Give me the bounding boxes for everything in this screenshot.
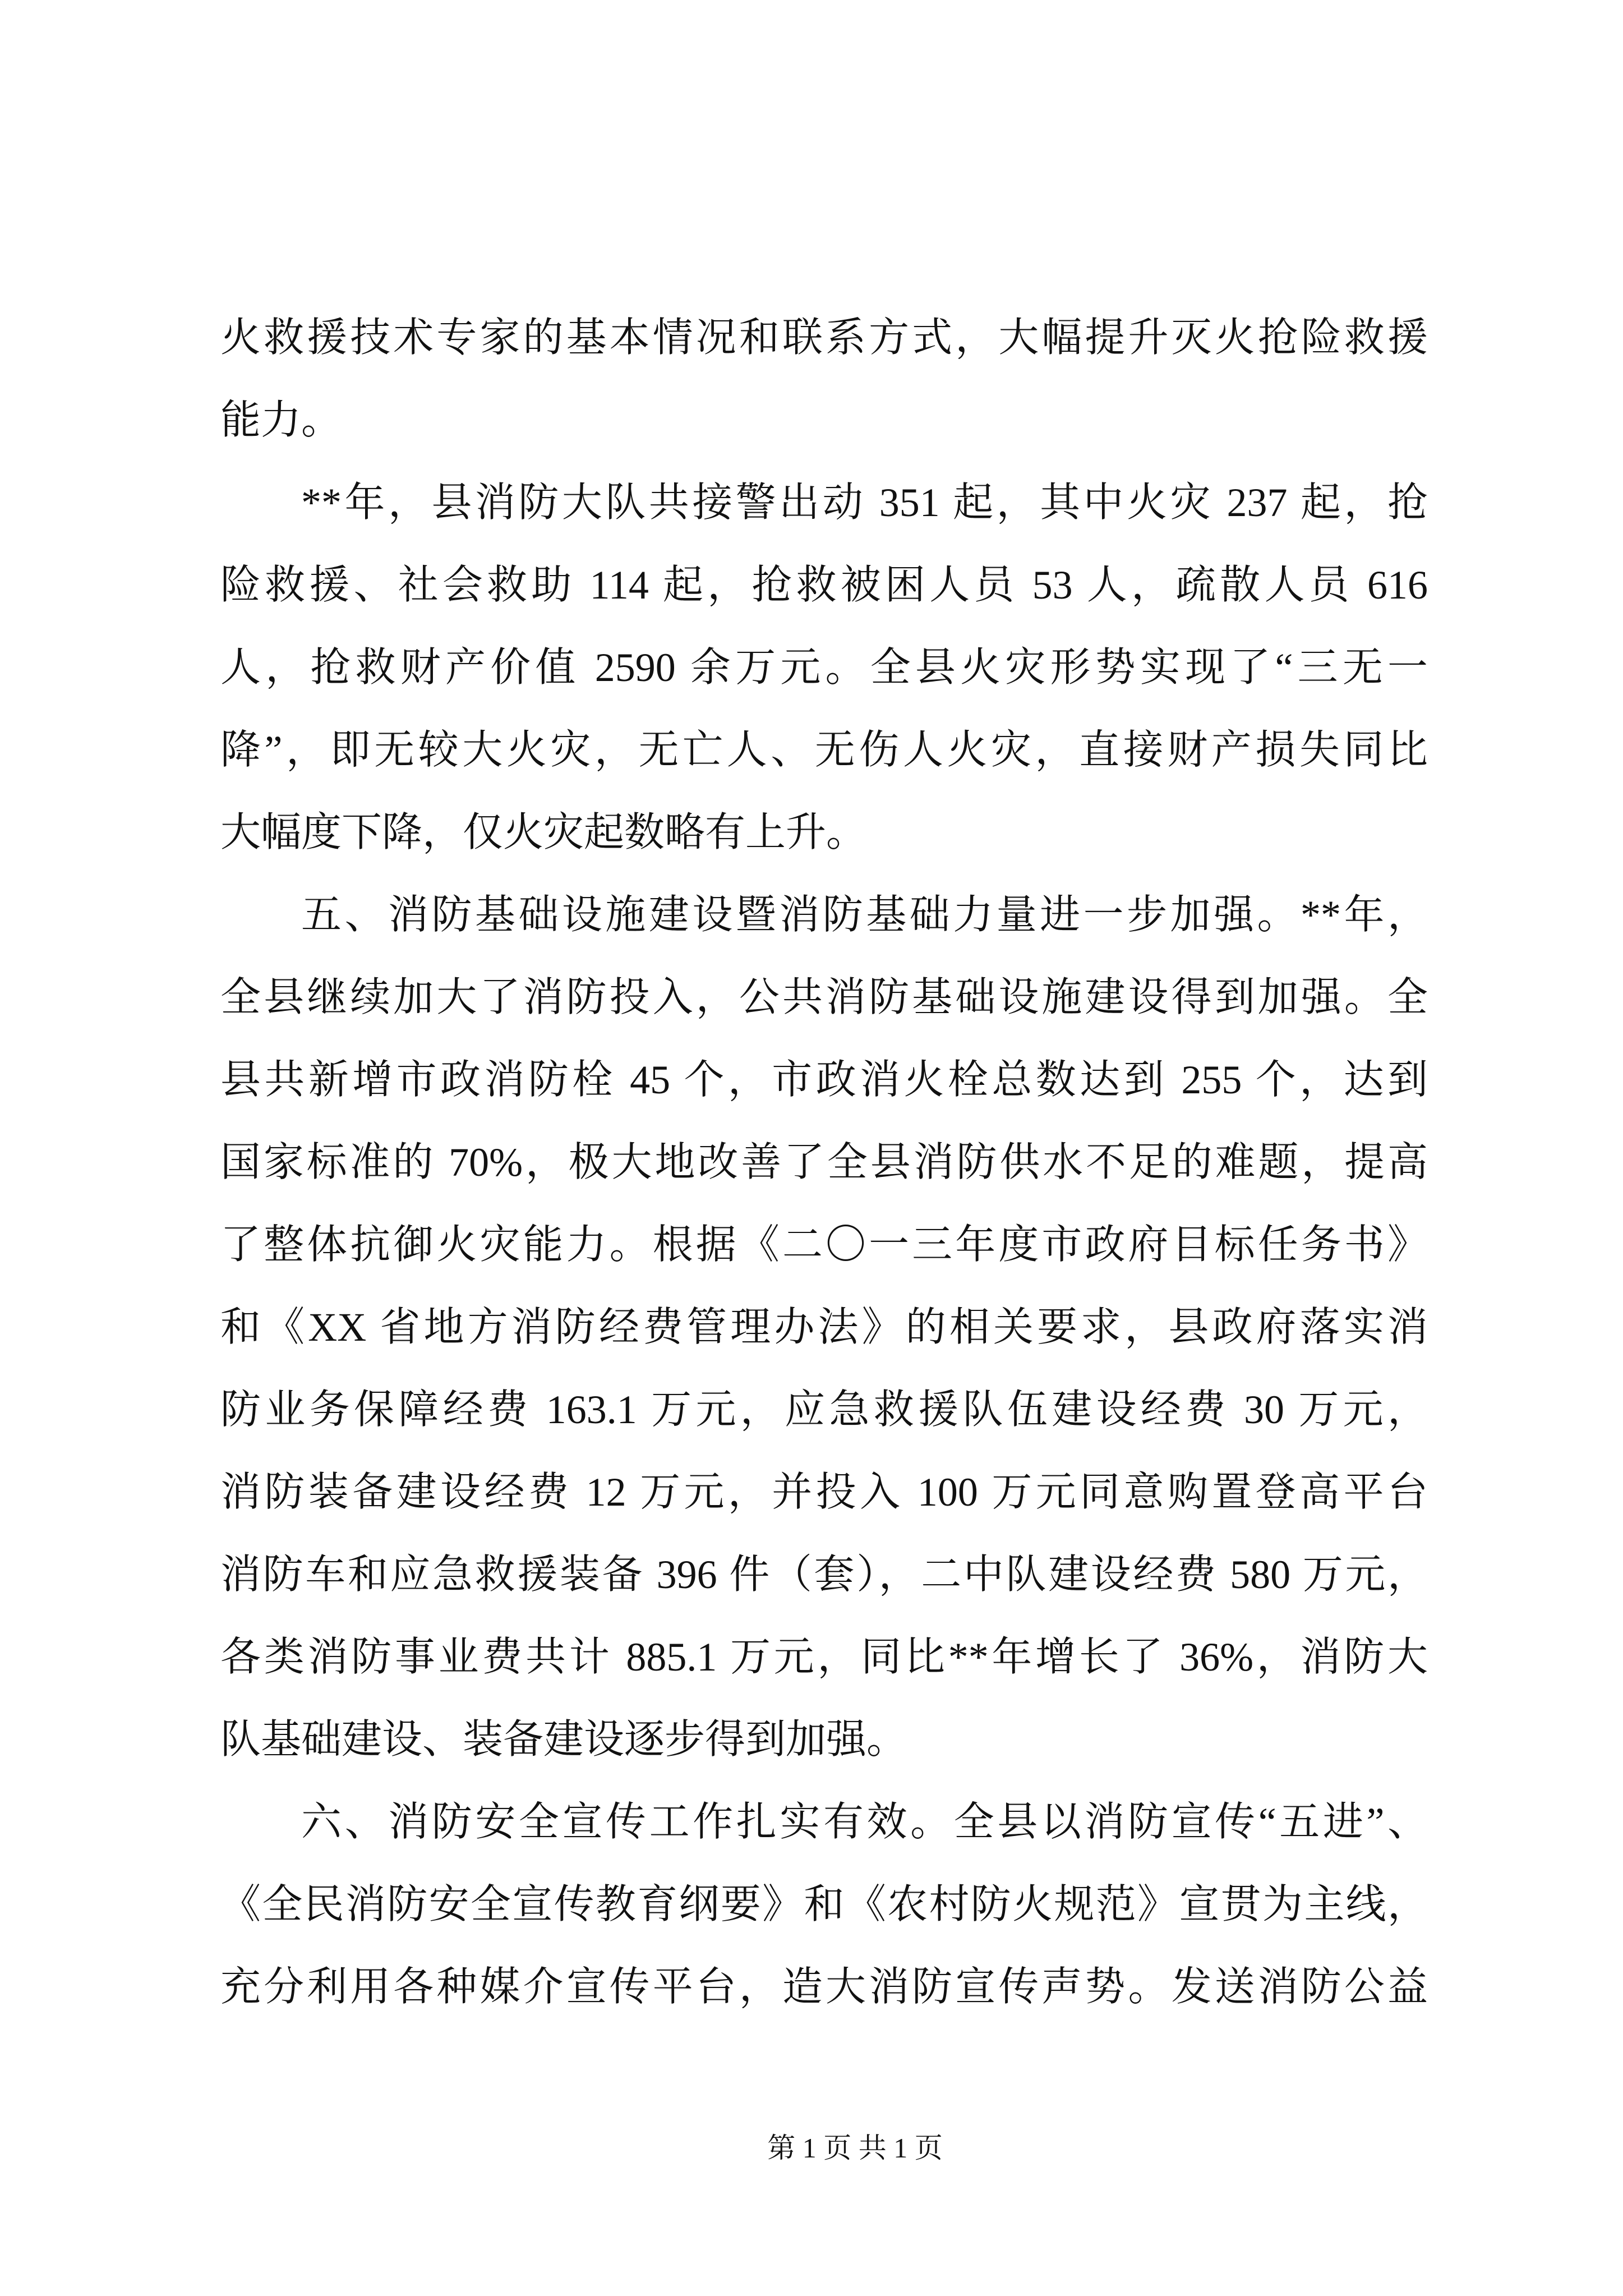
text-line: 各类消防事业费共计 885.1 万元，同比**年增长了 36%，消防大 [220, 1635, 1428, 1680]
paragraph-section-six [220, 1781, 1428, 2028]
text-line: 防业务保障经费 163.1 万元，应急救援队伍建设经费 30 万元， [220, 1387, 1428, 1432]
paragraph-rescue-experts [220, 297, 1428, 462]
text-line: 全县继续加大了消防投入，公共消防基础设施建设得到加强。全 [220, 975, 1428, 1020]
document-body [220, 297, 1428, 2028]
text-line: 和《XX 省地方消防经费管理办法》的相关要求，县政府落实消 [220, 1305, 1428, 1350]
page-number-footer: 第 1 页 共 1 页 [767, 2132, 943, 2164]
text-line: 险救援、社会救助 114 起，抢救被困人员 53 人，疏散人员 616 [220, 563, 1428, 608]
paragraph-section-five [220, 874, 1428, 1781]
text-line: 降”，即无较大火灾，无亡人、无伤人火灾，直接财产损失同比 [220, 728, 1428, 772]
text-line: 六、消防安全宣传工作扎实有效。全县以消防宣传“五进”、 [301, 1800, 1428, 1844]
text-line: 人，抢救财产价值 2590 余万元。全县火灾形势实现了“三无一 [220, 645, 1428, 690]
text-line: 能力。 [220, 398, 342, 443]
text-line: 消防车和应急救援装备 396 件（套），二中队建设经费 580 万元， [220, 1552, 1428, 1597]
paragraph-alarm-statistics [220, 462, 1428, 874]
text-line: 县共新增市政消防栓 45 个，市政消火栓总数达到 255 个，达到 [220, 1057, 1428, 1102]
text-line: 火救援技术专家的基本情况和联系方式，大幅提升灭火抢险救援 [220, 315, 1428, 360]
text-line: 消防装备建设经费 12 万元，并投入 100 万元同意购置登高平台 [220, 1470, 1428, 1515]
text-line: 队基础建设、装备建设逐步得到加强。 [220, 1717, 907, 1762]
text-line: 国家标准的 70%，极大地改善了全县消防供水不足的难题，提高 [220, 1140, 1428, 1185]
text-line: **年，县消防大队共接警出动 351 起，其中火灾 237 起，抢 [301, 480, 1428, 525]
text-line: 《全民消防安全宣传教育纲要》和《农村防火规范》宣贯为主线， [220, 1882, 1428, 1927]
text-line: 了整体抗御火灾能力。根据《二〇一三年度市政府目标任务书》 [220, 1222, 1428, 1267]
text-line: 充分利用各种媒介宣传平台，造大消防宣传声势。发送消防公益 [220, 1964, 1428, 2009]
text-line: 五、消防基础设施建设暨消防基础力量进一步加强。**年， [301, 892, 1428, 937]
text-line: 大幅度下降，仅火灾起数略有上升。 [220, 810, 867, 855]
